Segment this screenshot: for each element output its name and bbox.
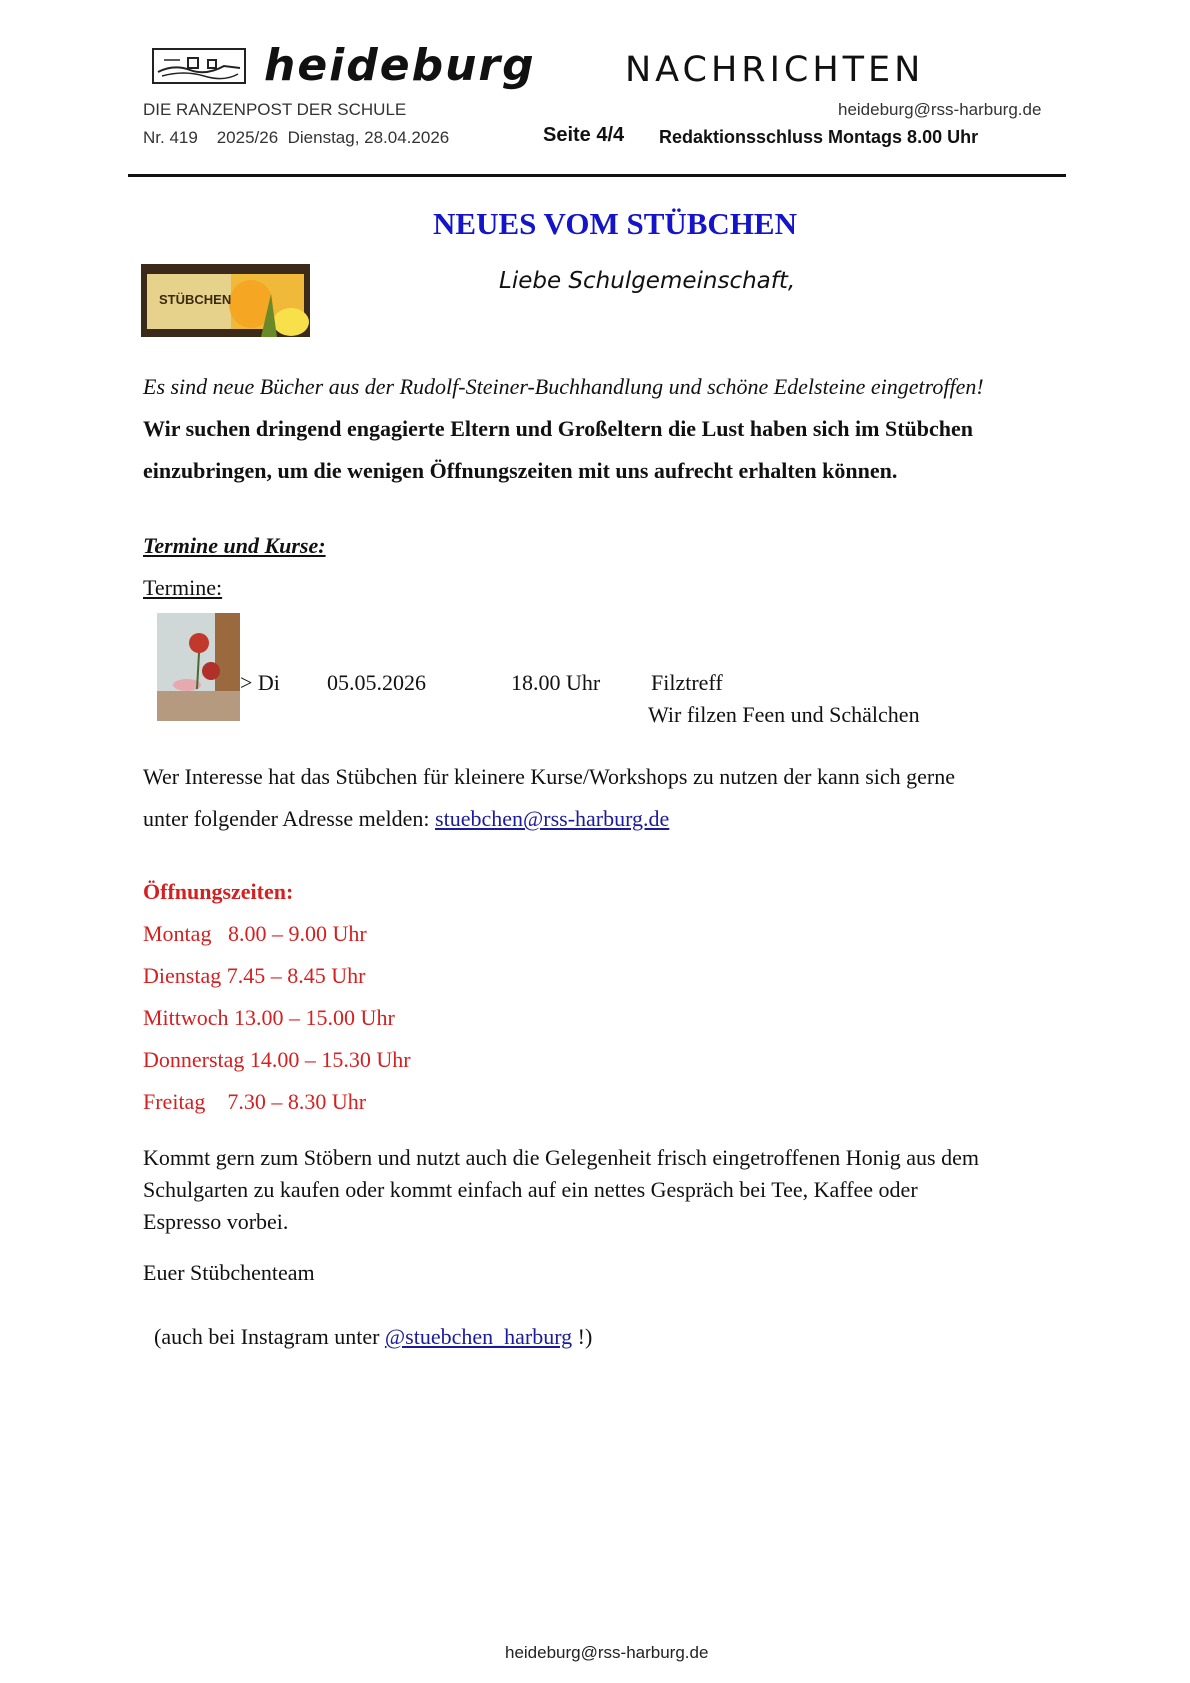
instagram-prefix: (auch bei Instagram unter	[154, 1324, 385, 1349]
photo-sign-label: STÜBCHEN	[159, 292, 232, 307]
signoff: Euer Stübchenteam	[143, 1260, 315, 1285]
closing-line-3: Espresso vorbei.	[143, 1209, 289, 1234]
header-divider	[128, 174, 1066, 177]
header-deadline: Redaktionsschluss Montags 8.00 Uhr	[659, 127, 979, 147]
opening-hours-wednesday: Mittwoch 13.00 – 15.00 Uhr	[143, 1005, 395, 1030]
stuebchen-email-link[interactable]: stuebchen@rss-harburg.de	[435, 806, 670, 831]
section-heading-termine-kurse: Termine und Kurse:	[143, 533, 326, 558]
felt-flowers-photo	[157, 613, 240, 721]
stuebchen-sign-photo	[141, 264, 310, 337]
masthead-title-light: NACHRICHTEN	[625, 50, 925, 90]
opening-hours-tuesday: Dienstag 7.45 – 8.45 Uhr	[143, 963, 366, 988]
event-date: 05.05.2026	[327, 670, 426, 695]
masthead-title-bold: heideburg	[264, 40, 536, 91]
instagram-line	[143, 1289, 592, 1353]
castle-icon	[154, 50, 244, 82]
instagram-suffix: !)	[572, 1324, 593, 1349]
termine-label: Termine:	[143, 575, 223, 600]
intro-bold-line-1: Wir suchen dringend engagierte Eltern und Großeltern die Lust haben sich im Stübchen	[143, 416, 973, 441]
interest-line-2-prefix: unter folgender Adresse melden:	[143, 806, 436, 831]
interest-line-1: Wer Interesse hat das Stübchen für kleinere Kurse/Workshops zu nutzen der kann sich gerne	[143, 764, 956, 789]
intro-bold-line-2: einzubringen, um die wenigen Öffnungszeiten mit uns aufrecht erhalten können.	[143, 458, 898, 483]
opening-hours-friday: Freitag 7.30 – 8.30 Uhr	[143, 1089, 367, 1114]
event-name: Filztreff	[651, 670, 723, 695]
header-subtitle: DIE RANZENPOST DER SCHULE	[143, 100, 407, 119]
article-title: NEUES VOM STÜBCHEN	[433, 206, 797, 241]
opening-hours-heading: Öffnungszeiten:	[143, 879, 294, 904]
intro-italic: Es sind neue Bücher aus der Rudolf-Steiner-Buchhandlung und schöne Edelsteine eingetroffen!	[143, 374, 984, 399]
header-issue-line: Nr. 419 2025/26 Dienstag, 28.04.2026	[143, 128, 450, 147]
opening-hours-thursday: Donnerstag 14.00 – 15.30 Uhr	[143, 1047, 411, 1072]
event-description: Wir filzen Feen und Schälchen	[648, 702, 920, 727]
closing-line-1: Kommt gern zum Stöbern und nutzt auch die Gelegenheit frisch eingetroffenen Honig aus dem	[143, 1145, 979, 1170]
footer-email: heideburg@rss-harburg.de	[505, 1643, 709, 1662]
event-time: 18.00 Uhr	[511, 670, 601, 695]
interest-line-2	[143, 798, 669, 840]
masthead-logo	[152, 48, 246, 84]
salutation: Liebe Schulgemeinschaft,	[499, 268, 796, 294]
header-page-number: Seite 4/4	[543, 124, 625, 146]
event-day: > Di	[240, 670, 280, 695]
closing-line-2: Schulgarten zu kaufen oder kommt einfach auf ein nettes Gespräch bei Tee, Kaffee oder	[143, 1177, 918, 1202]
header-email: heideburg@rss-harburg.de	[838, 100, 1042, 119]
instagram-handle-link[interactable]: @stuebchen_harburg	[384, 1324, 573, 1349]
opening-hours-monday: Montag 8.00 – 9.00 Uhr	[143, 921, 367, 946]
